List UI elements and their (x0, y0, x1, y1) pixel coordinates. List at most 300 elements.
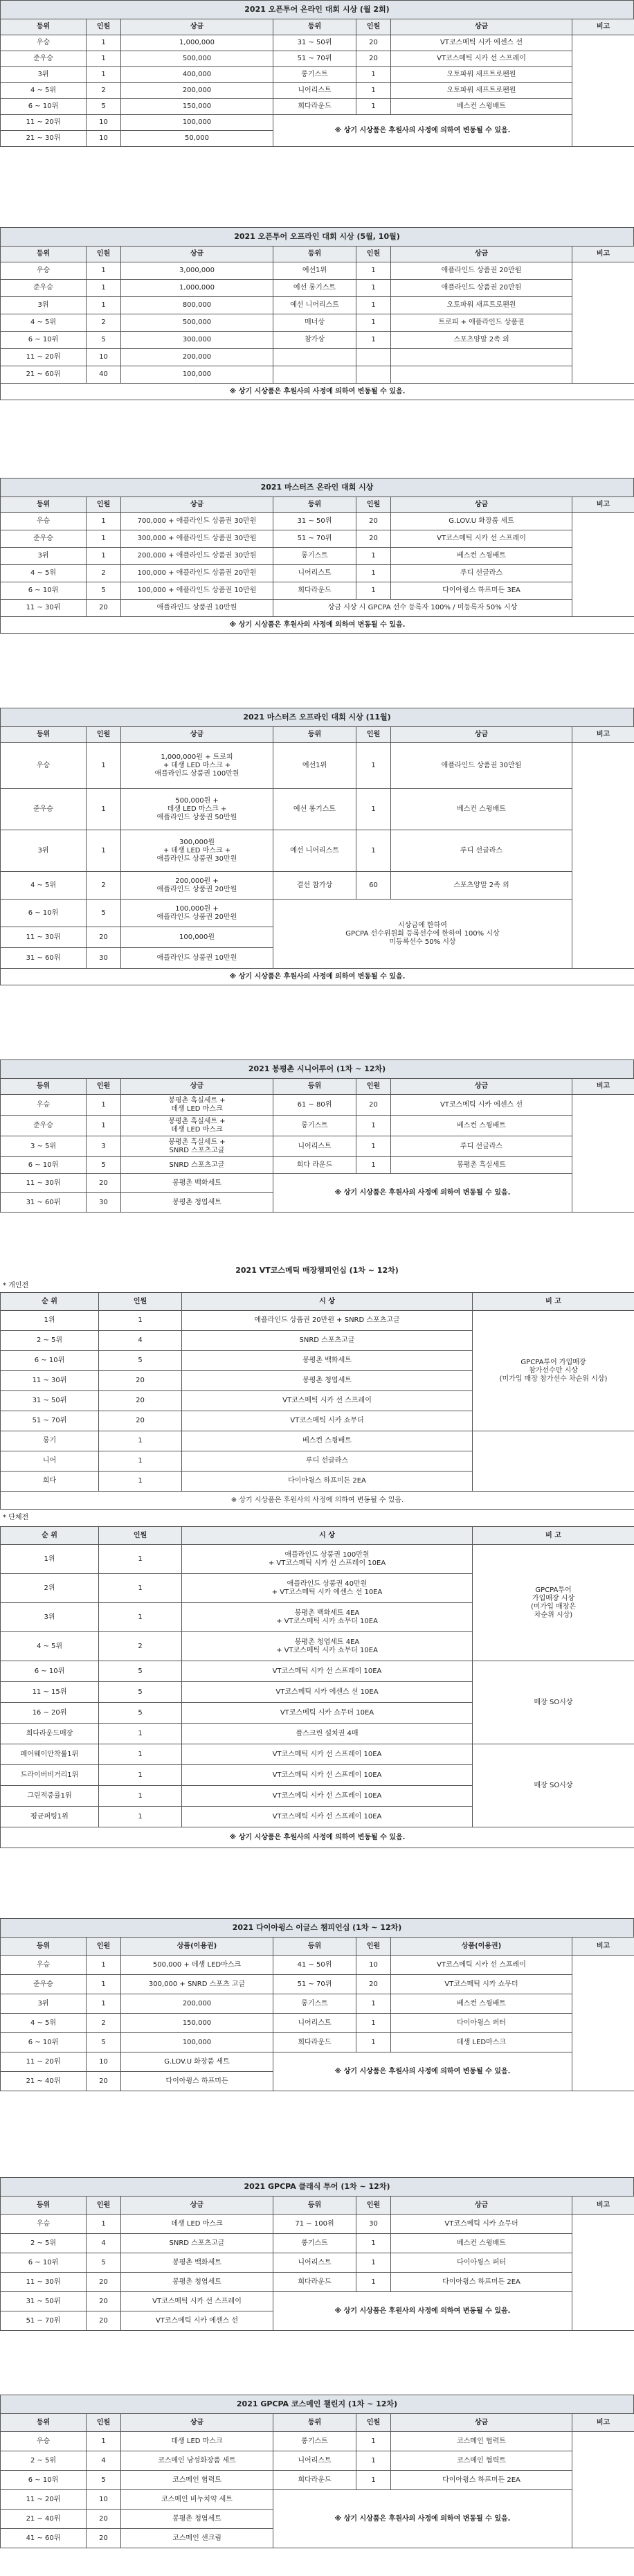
cell: 31 ~ 50위 (273, 35, 356, 51)
cell: 2 (87, 314, 121, 332)
cell: 루디 선글라스 (391, 565, 572, 582)
cell: 예선 니어리스트 (273, 297, 356, 314)
header-prize: 상금 (121, 19, 273, 35)
prize-table (0, 726, 634, 985)
cell: 베스컨 스윙배트 (391, 789, 572, 830)
remark-cell (572, 2215, 634, 2331)
cell: 500,000원 + 데생 LED 마스크 + 애플라인드 상품권 50만원 (121, 789, 273, 830)
cell: SNRD 스포츠고글 (182, 1331, 473, 1351)
cell: 1 (356, 830, 391, 872)
cell: 41 ~ 50위 (273, 1956, 356, 1975)
cell: 3,000,000 (121, 262, 273, 280)
cell: 봉평촌 흑실세트 + 데생 LED 마스크 (121, 1116, 273, 1136)
cell: 우승 (1, 513, 87, 530)
cell: 2 (99, 1632, 182, 1661)
cell: 1 (356, 1994, 391, 2014)
cell: 코스메인 협력트 (391, 2451, 572, 2471)
cell: 5 (87, 582, 121, 600)
cell: 1 (356, 332, 391, 349)
team-remark: 매장 SO시상 (473, 1661, 634, 1744)
cell: 6 ~ 10위 (1, 582, 87, 600)
table-row (1, 617, 634, 634)
header-rank: 등위 (1, 727, 87, 743)
header-rank: 순 위 (1, 1293, 99, 1311)
table-row (1, 830, 634, 872)
header-count: 인원 (87, 2197, 121, 2215)
cell: 희다라운드 (273, 2471, 356, 2490)
cell: 롱기스트 (273, 1116, 356, 1136)
cell: VT코스메틱 시카 선 스프레이 10EA (182, 1786, 473, 1807)
cell: 3위 (1, 548, 87, 565)
cell: 1 (356, 83, 391, 99)
cell: 오토파워 새프트로팬원 (391, 67, 572, 83)
cell: 100,000 + 애플라인드 상품권 10만원 (121, 582, 273, 600)
cell: 1 (87, 1956, 121, 1975)
cell: 1 (87, 51, 121, 67)
cell: 베스컨 스윙배트 (391, 548, 572, 565)
cell: 1 (87, 67, 121, 83)
cell: 1,000,000원 + 트로피 + 데생 LED 마스크 + 애플라인드 상품권 100만원 (121, 743, 273, 789)
cell: 페어웨이안착률1위 (1, 1744, 99, 1765)
cell: 롱기스트 (273, 548, 356, 565)
header-prize: 상품(이용권) (121, 1938, 273, 1956)
cell: 100,000원 + 애플라인드 상품권 20만원 (121, 900, 273, 927)
cell: 1 (87, 530, 121, 548)
cell: 봉평촌 흑실세트 (391, 1157, 572, 1174)
cell: 애플라인드 상품권 10만원 (121, 948, 273, 969)
cell (356, 349, 391, 366)
cell: 플스크린 설치권 4매 (182, 1724, 473, 1744)
cell: 1 (87, 1116, 121, 1136)
header-rank: 등위 (273, 2197, 356, 2215)
cell: 드라이버비거리1위 (1, 1765, 99, 1786)
cell: 1 (356, 2273, 391, 2292)
section-senior-tour (0, 1059, 634, 1213)
prize-table (0, 19, 634, 147)
cell: 2 (87, 872, 121, 900)
cell: 1 (356, 314, 391, 332)
cell: 봉평촌 백화세트 (182, 1351, 473, 1371)
header-prize: 상금 (391, 247, 572, 262)
cell: 1 (99, 1431, 182, 1451)
cell: 500,000 (121, 314, 273, 332)
cell: 1 (356, 99, 391, 115)
cell: VT코스메틱 시카 에센스 선 (121, 2311, 273, 2331)
cell: 루디 선글라스 (391, 1136, 572, 1157)
cell: 베스컨 스윙배트 (391, 1994, 572, 2014)
section-title: 2021 마스터즈 오프라인 대회 시상 (11월) (0, 708, 634, 726)
table-row (1, 1157, 634, 1174)
cell: 니어 (1, 1451, 99, 1472)
remark-cell (572, 1095, 634, 1213)
cell: 20 (99, 1411, 182, 1431)
cell: 오토파워 새프트로팬원 (391, 297, 572, 314)
cell: 500,000 (121, 51, 273, 67)
note-cell: ※ 상기 시상품은 후원사의 사정에 의하여 변동될 수 있음. (273, 2292, 572, 2331)
cell: 11 ~ 20위 (1, 349, 87, 366)
cell: 4 ~ 5위 (1, 314, 87, 332)
table-row (1, 2451, 634, 2471)
cell: VT코스메틱 시카 쇼무더 (391, 1975, 572, 1994)
header-count: 인원 (356, 2197, 391, 2215)
cell: VT코스메틱 시카 에센스 선 (391, 1095, 572, 1116)
cell: VT코스메틱 시카 쇼무더 (391, 2215, 572, 2234)
table-row (1, 513, 634, 530)
table-row (1, 332, 634, 349)
cell: 20 (87, 927, 121, 948)
cell: 1 (356, 2471, 391, 2490)
cell: 예선 롱기스트 (273, 789, 356, 830)
cell: 5 (87, 900, 121, 927)
cell: 51 ~ 70위 (1, 2311, 87, 2331)
note-cell: ※ 상기 시상품은 후원사의 사정에 의하여 변동될 수 있음. (1, 384, 634, 400)
header-count: 인원 (356, 497, 391, 513)
header-prize: 상금 (121, 727, 273, 743)
cell: 1 (87, 1095, 121, 1116)
table-row (1, 1116, 634, 1136)
header-remark: 비고 (572, 247, 634, 262)
header-count: 인원 (356, 1938, 391, 1956)
cell: 우승 (1, 1956, 87, 1975)
cell: 데생 LED 마스크 (121, 2215, 273, 2234)
cell: 11 ~ 15위 (1, 1682, 99, 1703)
cell: 100,000 + 애플라인드 상품권 20만원 (121, 565, 273, 582)
cell: 5 (99, 1351, 182, 1371)
team-remark: GPCPA투어 가입매장 시상 (미가입 매장은 차순위 시상) (473, 1545, 634, 1661)
header-rank: 등위 (1, 497, 87, 513)
header-prize: 상품(이용권) (391, 1938, 572, 1956)
remark-cell (572, 2432, 634, 2548)
cell: 11 ~ 30위 (1, 600, 87, 617)
cell: 1 (87, 830, 121, 872)
cell: 1 (87, 2215, 121, 2234)
cell: 롱기스트 (273, 67, 356, 83)
header-remark: 비고 (572, 1079, 634, 1095)
cell: 니어리스트 (273, 1136, 356, 1157)
cell: 31 ~ 50위 (273, 513, 356, 530)
header-award: 시 상 (182, 1293, 473, 1311)
cell: 애플라인드 상품권 10만원 (121, 600, 273, 617)
prize-table (0, 1937, 634, 2091)
header-count: 인원 (356, 247, 391, 262)
cell: 다이아윙스 퍼터 (391, 2253, 572, 2273)
cell: 30 (87, 948, 121, 969)
cell: 31 ~ 60위 (1, 1193, 87, 1213)
cell: 300,000 + SNRD 스포츠 고글 (121, 1975, 273, 1994)
cell: 1 (356, 1136, 391, 1157)
cell: 봉평촌 흑실세트 + SNRD 스포츠고글 (121, 1136, 273, 1157)
cell: 100,000원 (121, 927, 273, 948)
section-vt-championship (0, 1262, 634, 1848)
cell: 1 (356, 1157, 391, 1174)
cell: 5 (99, 1682, 182, 1703)
cell: 1 (99, 1545, 182, 1574)
cell: 우승 (1, 35, 87, 51)
table-row (1, 900, 634, 927)
cell: 31 ~ 50위 (1, 1391, 99, 1411)
table-row (1, 1095, 634, 1116)
cell: 예선1위 (273, 262, 356, 280)
cell: 20 (87, 2292, 121, 2311)
cell: 1 (99, 1744, 182, 1765)
cell: 21 ~ 40위 (1, 2510, 87, 2529)
remark-cell (473, 1431, 634, 1492)
table-row (1, 2273, 634, 2292)
cell: 10 (87, 131, 121, 147)
cell: 60 (356, 872, 391, 900)
cell: 31 ~ 60위 (1, 948, 87, 969)
cell: 1 (87, 743, 121, 789)
note-cell: ※ 상기 시상품은 후원사의 사정에 의하여 변동될 수 있음. (273, 1174, 572, 1213)
cell: 20 (356, 35, 391, 51)
cell: 희다라운드 (273, 582, 356, 600)
cell: 1 (356, 565, 391, 582)
header-count: 인원 (356, 1079, 391, 1095)
cell: G.LOV.U 화장품 세트 (121, 2052, 273, 2072)
cell: 10 (87, 349, 121, 366)
cell: 희다라운드 (273, 2033, 356, 2052)
table-row (1, 83, 634, 99)
header-prize: 상금 (391, 727, 572, 743)
cell: 롱기 (1, 1431, 99, 1451)
table-row (1, 1431, 634, 1451)
header-prize: 상금 (391, 1079, 572, 1095)
cell: 예선 니어리스트 (273, 830, 356, 872)
table-row (1, 1994, 634, 2014)
cell: 니어리스트 (273, 565, 356, 582)
cell: 결선 참가상 (273, 872, 356, 900)
header-rank: 등위 (1, 247, 87, 262)
cell: 100,000 (121, 366, 273, 384)
cell: 10 (87, 2052, 121, 2072)
note-cell: ※ 상기 시상품은 후원사의 사정에 의하여 변동될 수 있음. (273, 2490, 572, 2548)
cell: 희다라운드 (273, 99, 356, 115)
section-gpcpa-classic (0, 2177, 634, 2331)
table-row (1, 1492, 634, 1510)
cell: 봉평촌 청엽세트 (121, 1193, 273, 1213)
cell: 1 (356, 280, 391, 297)
cell (273, 349, 356, 366)
header-rank: 등위 (1, 1079, 87, 1095)
cell: 다이아윙스 하프미든 (121, 2072, 273, 2091)
table-row (1, 2471, 634, 2490)
header-prize: 상금 (391, 2414, 572, 2432)
table-row (1, 1956, 634, 1975)
cell: 41 ~ 60위 (1, 2529, 87, 2548)
table-row (1, 1744, 634, 1765)
table-row (1, 548, 634, 565)
cell: 300,000 (121, 332, 273, 349)
note-cell: ※ 상기 시상품은 후원사의 사정에 의하여 변동될 수 있음. (1, 1827, 634, 1848)
cell: 우승 (1, 2215, 87, 2234)
header-remark: 비고 (572, 1938, 634, 1956)
cell: 1 (356, 2432, 391, 2451)
prize-table (0, 246, 634, 400)
cell: 1 (87, 1975, 121, 1994)
table-row (1, 2490, 634, 2510)
cell: 100,000 (121, 2033, 273, 2052)
table-row (1, 2033, 634, 2052)
cell: 1 (356, 67, 391, 83)
cell: 2 (87, 565, 121, 582)
note-cell: ※ 상기 시상품은 후원사의 사정에 의하여 변동될 수 있음. (1, 617, 634, 634)
cell: 다이아윙스 하프미든 2EA (182, 1472, 473, 1492)
cell: VT코스메틱 시카 선 스프레이 (121, 2292, 273, 2311)
cell: 1 (99, 1603, 182, 1632)
section-masters-offline (0, 708, 634, 985)
cell: 71 ~ 100위 (273, 2215, 356, 2234)
cell: 코스메인 협력트 (391, 2432, 572, 2451)
cell: 20 (356, 51, 391, 67)
cell: 300,000 + 애플라인드 상품권 30만원 (121, 530, 273, 548)
cell: 봉평촌 청엽세트 (121, 2273, 273, 2292)
cell: 1위 (1, 1545, 99, 1574)
cell: 루디 선글라스 (391, 830, 572, 872)
cell: 51 ~ 70위 (1, 1411, 99, 1431)
cell: 61 ~ 80위 (273, 1095, 356, 1116)
cell (356, 366, 391, 384)
cell: 51 ~ 70위 (273, 51, 356, 67)
cell: 16 ~ 20위 (1, 1703, 99, 1724)
cell (391, 349, 572, 366)
cell: 20 (87, 2529, 121, 2548)
cell: 20 (356, 530, 391, 548)
cell (273, 366, 356, 384)
cell: 31 ~ 50위 (1, 2292, 87, 2311)
cell: 3 ~ 5위 (1, 1136, 87, 1157)
cell: 애플라인드 상품권 20만원 + SNRD 스포츠고글 (182, 1311, 473, 1331)
cell: 21 ~ 40위 (1, 2072, 87, 2091)
table-row (1, 1661, 634, 1682)
cell: 봉평촌 백화세트 (121, 2253, 273, 2273)
cell: 1 (87, 548, 121, 565)
cell: 다이아윙스 퍼터 (391, 2014, 572, 2033)
note-cell: ※ 상기 시상품은 후원사의 사정에 의하여 변동될 수 있음. (1, 1492, 634, 1510)
header-count: 인원 (87, 727, 121, 743)
remark-cell (572, 262, 634, 384)
cell: 희다 (1, 1472, 99, 1492)
cell: 1 (99, 1451, 182, 1472)
cell: 우승 (1, 1095, 87, 1116)
table-row (1, 1174, 634, 1193)
section-title: 2021 다이아윙스 이글스 챔피언십 (1차 ~ 12차) (0, 1918, 634, 1937)
header-count: 인원 (87, 247, 121, 262)
cell: 51 ~ 70위 (273, 1975, 356, 1994)
section-title: 2021 VT코스메틱 매장챔피언십 (1차 ~ 12차) (0, 1262, 634, 1280)
cell: 11 ~ 30위 (1, 1371, 99, 1391)
cell: 5 (87, 2471, 121, 2490)
cell: 2 ~ 5위 (1, 2451, 87, 2471)
cell: 희다 라운드 (273, 1157, 356, 1174)
header-count: 인원 (87, 497, 121, 513)
cell: 11 ~ 30위 (1, 2273, 87, 2292)
cell: VT코스메틱 시카 선 스프레이 (182, 1391, 473, 1411)
cell: VT코스메틱 시카 선 스프레이 (391, 1956, 572, 1975)
cell: 준우승 (1, 530, 87, 548)
cell: 준우승 (1, 1975, 87, 1994)
cell: 1 (356, 1116, 391, 1136)
header-rank: 등위 (1, 1938, 87, 1956)
cell: 1 (87, 513, 121, 530)
header-count: 인원 (87, 1079, 121, 1095)
cell: 1 (356, 2451, 391, 2471)
cell: 애플라인드 상품권 20만원 (391, 280, 572, 297)
cell: 데생 LED마스크 (391, 2033, 572, 2052)
cell: 20 (87, 2510, 121, 2529)
cell: 5 (87, 2253, 121, 2273)
cell: 니어리스트 (273, 2014, 356, 2033)
cell: 6 ~ 10위 (1, 1661, 99, 1682)
cell: 5 (87, 1157, 121, 1174)
cell: 1,000,000 (121, 280, 273, 297)
section-open-offline (0, 227, 634, 400)
cell: 6 ~ 10위 (1, 2253, 87, 2273)
cell: 스포츠양말 2족 외 (391, 872, 572, 900)
cell: 4 (87, 2451, 121, 2471)
cell: 10 (87, 2490, 121, 2510)
table-row (1, 262, 634, 280)
cell: 11 ~ 20위 (1, 115, 87, 131)
note-cell: ※ 상기 시상품은 후원사의 사정에 의하여 변동될 수 있음. (273, 2052, 572, 2091)
header-remark: 비 고 (473, 1527, 634, 1545)
cell: VT코스메틱 시카 쇼무더 10EA (182, 1703, 473, 1724)
cell: 베스컨 스윙배트 (391, 1116, 572, 1136)
cell: 1 (99, 1786, 182, 1807)
cell: 11 ~ 30위 (1, 1174, 87, 1193)
table-row (1, 314, 634, 332)
cell: 봉평촌 청엽세트 (182, 1371, 473, 1391)
cell: 5 (99, 1661, 182, 1682)
cell: 200,000원 + 애플라인드 상품권 20만원 (121, 872, 273, 900)
cell: 애플라인드 상품권 20만원 (391, 262, 572, 280)
cell: 21 ~ 60위 (1, 366, 87, 384)
cell: 20 (87, 600, 121, 617)
cell: 6 ~ 10위 (1, 1351, 99, 1371)
remark-cell (572, 743, 634, 969)
cell: 2 (87, 2014, 121, 2033)
table-row (1, 1136, 634, 1157)
cell: 2 ~ 5위 (1, 2234, 87, 2253)
table-row (1, 67, 634, 83)
header-count: 인원 (87, 2414, 121, 2432)
cell: SNRD 스포츠고글 (121, 2234, 273, 2253)
cell: 800,000 (121, 297, 273, 314)
table-row (1, 99, 634, 115)
cell: VT코스메틱 시카 선 스프레이 (391, 530, 572, 548)
cell: 20 (99, 1391, 182, 1411)
cell: 11 ~ 20위 (1, 2052, 87, 2072)
cell: 데생 LED 마스크 (121, 2432, 273, 2451)
cell: 20 (87, 2273, 121, 2292)
header-prize: 상금 (121, 497, 273, 513)
cell: 코스메인 비누치약 세트 (121, 2490, 273, 2510)
cell: 20 (87, 2072, 121, 2091)
table-row (1, 2234, 634, 2253)
cell: 1,000,000 (121, 35, 273, 51)
cell: 2 ~ 5위 (1, 1331, 99, 1351)
table-row (1, 1545, 634, 1574)
remark-cell (572, 1956, 634, 2091)
cell: 참가상 (273, 332, 356, 349)
table-row (1, 2292, 634, 2311)
cell: 21 ~ 30위 (1, 131, 87, 147)
cell: 예선 롱기스트 (273, 280, 356, 297)
merged-note-cell: 시상금에 한하여 GPCPA 선수위원회 등록선수에 한하여 100% 시상 미등록선수 50% 시상 (273, 900, 572, 969)
cell: 루디 선글라스 (182, 1451, 473, 1472)
table-row (1, 872, 634, 900)
cell: 롱기스트 (273, 2234, 356, 2253)
cell: 20 (87, 2311, 121, 2331)
